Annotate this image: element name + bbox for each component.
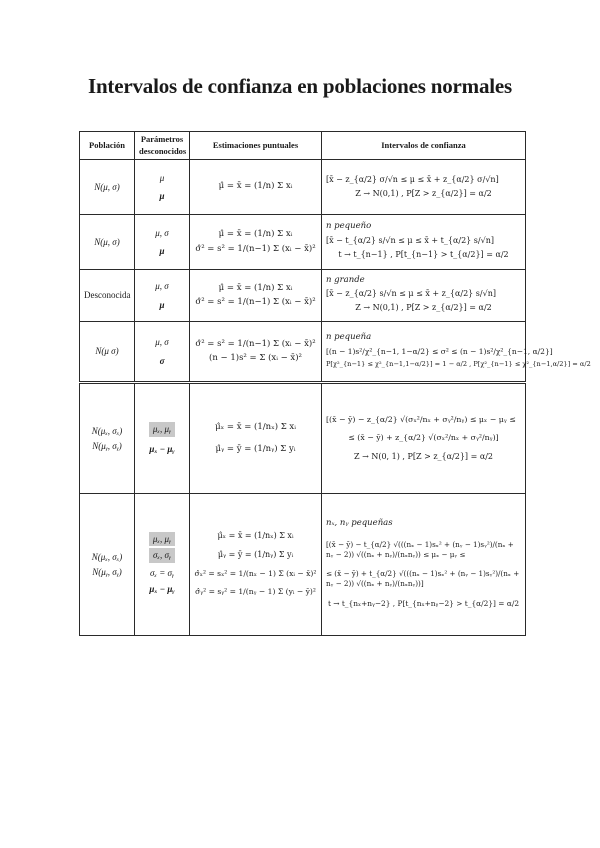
interval-formula: [x̄ − t_{α/2} s/√n ≤ μ ≤ x̄ + t_{α/2} s/√n] — [326, 235, 494, 245]
interval-condition: t → t_{n−1} , P[t_{n−1} > t_{α/2}] = α/2 — [338, 249, 509, 259]
interval-note: n pequeño — [326, 221, 372, 232]
population-cell — [80, 494, 135, 636]
estimation-formula: (n − 1)s² = Σ (xᵢ − x̄)² — [209, 353, 302, 363]
header-parametros: Parámetros desconocidos — [135, 132, 190, 160]
estimation-formula: σ̂ᵧ² = sᵧ² = 1/(nᵧ − 1) Σ (yᵢ − ȳ)² — [195, 587, 316, 597]
population-cell: N(μ, σ) — [80, 160, 135, 215]
population-y: N(μᵧ, σᵧ) — [92, 567, 122, 577]
param: μ — [159, 191, 165, 201]
interval-condition: P[χ²_{n−1} ≤ χ²_{n−1,1−α/2}] = 1 − α/2 , P[χ²_{n−1} ≤ χ²_{n−1,α/2}] = α/2 — [326, 359, 591, 368]
param: σ — [159, 355, 165, 366]
estimation-cell — [190, 270, 322, 322]
population-x: N(μₓ, σₓ) — [91, 551, 123, 562]
population-cell: N(μ, σ) — [80, 215, 135, 270]
interval-cell — [322, 215, 526, 270]
header-estimaciones: Estimaciones puntuales — [190, 132, 322, 160]
param-shaded: μₓ, μᵧ — [149, 422, 175, 436]
param: μ, σ — [155, 281, 169, 292]
param: μ, σ — [155, 227, 169, 238]
interval-cell — [322, 322, 591, 382]
estimation-formula: μ̂ₓ = x̄ = (1/nₓ) Σ xᵢ — [215, 422, 296, 433]
header-intervalos: Intervalos de confianza — [322, 132, 526, 160]
estimation-formula: σ̂² = s² = 1/(n−1) Σ (xᵢ − x̄)² — [195, 243, 316, 254]
population-y: N(μᵧ, σᵧ) — [92, 441, 122, 451]
estimation-cell — [190, 494, 322, 636]
interval-formula: [x̄ − z_{α/2} s/√n ≤ μ ≤ x̄ + z_{α/2} s/√n] — [326, 289, 496, 299]
interval-note: n grande — [326, 274, 365, 285]
estimation-formula: μ̂ₓ = x̄ = (1/nₓ) Σ xᵢ — [217, 531, 294, 541]
interval-formula: ≤ (x̄ − ȳ) + t_{α/2} √(((nₓ − 1)sₓ² + (nᵧ − 1)sᵧ²)/(nₓ + nᵧ − 2)) √((nₓ + nᵧ)/(nₓnᵧ))] — [326, 569, 520, 588]
param: μₓ − μᵧ — [149, 583, 175, 594]
interval-note: nₓ, nᵧ pequeñas — [326, 518, 393, 529]
param: μₓ − μᵧ — [149, 443, 175, 454]
estimation-cell — [190, 160, 322, 215]
param-shaded: μₓ, μᵧ — [149, 532, 175, 546]
table-row — [80, 160, 526, 215]
params-cell — [135, 270, 190, 322]
param: μ — [159, 246, 165, 256]
estimation-formula: μ̂ = x̄ = (1/n) Σ xᵢ — [218, 229, 293, 240]
table-row — [80, 384, 526, 494]
estimation-formula: σ̂² = s² = 1/(n−1) Σ (xᵢ − x̄)² — [195, 338, 316, 349]
param-shaded-wrap — [139, 548, 185, 562]
params-cell — [135, 384, 190, 494]
param: μ — [159, 299, 165, 310]
estimation-formula: μ̂ᵧ = ȳ = (1/nᵧ) Σ yᵢ — [217, 550, 294, 560]
population-cell: Desconocida — [80, 270, 135, 322]
param: μ, σ — [155, 337, 169, 348]
confidence-intervals-table-two-populations — [79, 383, 526, 636]
params-cell — [135, 322, 190, 382]
interval-formula: [x̄ − z_{α/2} σ/√n ≤ μ ≤ x̄ + z_{α/2} σ/√n] — [326, 174, 499, 184]
estimation-formula: μ̂ = x̄ = (1/n) Σ xᵢ — [218, 181, 293, 192]
interval-note: n pequeña — [326, 332, 372, 343]
estimation-cell — [190, 384, 322, 494]
interval-formula: [(x̄ − ȳ) − z_{α/2} √(σₓ²/nₓ + σᵧ²/nᵧ) ≤ μₓ − μᵧ ≤ — [326, 414, 516, 424]
param: μ — [159, 172, 165, 183]
estimation-formula: σ̂ₓ² = sₓ² = 1/(nₓ − 1) Σ (xᵢ − x̄)² — [194, 569, 317, 579]
param-shaded-wrap — [139, 422, 185, 436]
interval-condition: t → t_{nₓ+nᵧ−2} , P[t_{nₓ+nᵧ−2} > t_{α/2}] = α/2 — [327, 598, 520, 608]
interval-condition: Z → N(0, 1) , P[Z > z_{α/2}] = α/2 — [353, 451, 493, 461]
interval-cell — [322, 270, 526, 322]
confidence-intervals-table-one-population — [79, 131, 591, 382]
params-cell — [135, 160, 190, 215]
interval-condition: Z → N(0,1) , P[Z > z_{α/2}] = α/2 — [355, 188, 492, 198]
table-row — [80, 494, 526, 636]
interval-formula: [(x̄ − ȳ) − t_{α/2} √(((nₓ − 1)sₓ² + (nᵧ − 1)sᵧ²)/(nₓ + nᵧ − 2)) √((nₓ + nᵧ)/(nₓnᵧ)) ≤ μₓ − μᵧ ≤ — [326, 539, 514, 559]
interval-condition: Z → N(0,1) , P[Z > z_{α/2}] = α/2 — [355, 303, 492, 313]
interval-cell — [322, 160, 526, 215]
interval-formula: ≤ (x̄ − ȳ) + z_{α/2} √(σₓ²/nₓ + σᵧ²/nᵧ)] — [348, 433, 499, 443]
interval-cell — [322, 384, 526, 494]
estimation-cell — [190, 215, 322, 270]
estimation-formula: σ̂² = s² = 1/(n−1) Σ (xᵢ − x̄)² — [195, 297, 316, 307]
table-row — [80, 270, 526, 322]
param: σₓ = σᵧ — [149, 567, 175, 578]
param-shaded: σₓ, σᵧ — [149, 548, 175, 562]
params-cell — [135, 215, 190, 270]
table-row — [80, 215, 526, 270]
interval-cell — [322, 494, 526, 636]
table-row — [80, 322, 526, 382]
params-cell — [135, 494, 190, 636]
population-x: N(μₓ, σₓ) — [91, 425, 123, 436]
population-cell — [80, 384, 135, 494]
header-poblacion: Población — [80, 132, 135, 160]
page-title: Intervalos de confianza en poblaciones normales — [87, 74, 512, 98]
estimation-cell — [190, 322, 322, 382]
interval-formula: [(n − 1)s²/χ²_{n−1, 1−α/2} ≤ σ² ≤ (n − 1)s²/χ²_{n−1, α/2}] — [326, 346, 553, 356]
param-shaded-wrap — [139, 532, 185, 546]
estimation-formula: μ̂ = x̄ = (1/n) Σ xᵢ — [218, 282, 293, 293]
estimation-formula: μ̂ᵧ = ȳ = (1/nᵧ) Σ yᵢ — [215, 443, 296, 454]
population-cell: N(μ σ) — [80, 322, 135, 382]
